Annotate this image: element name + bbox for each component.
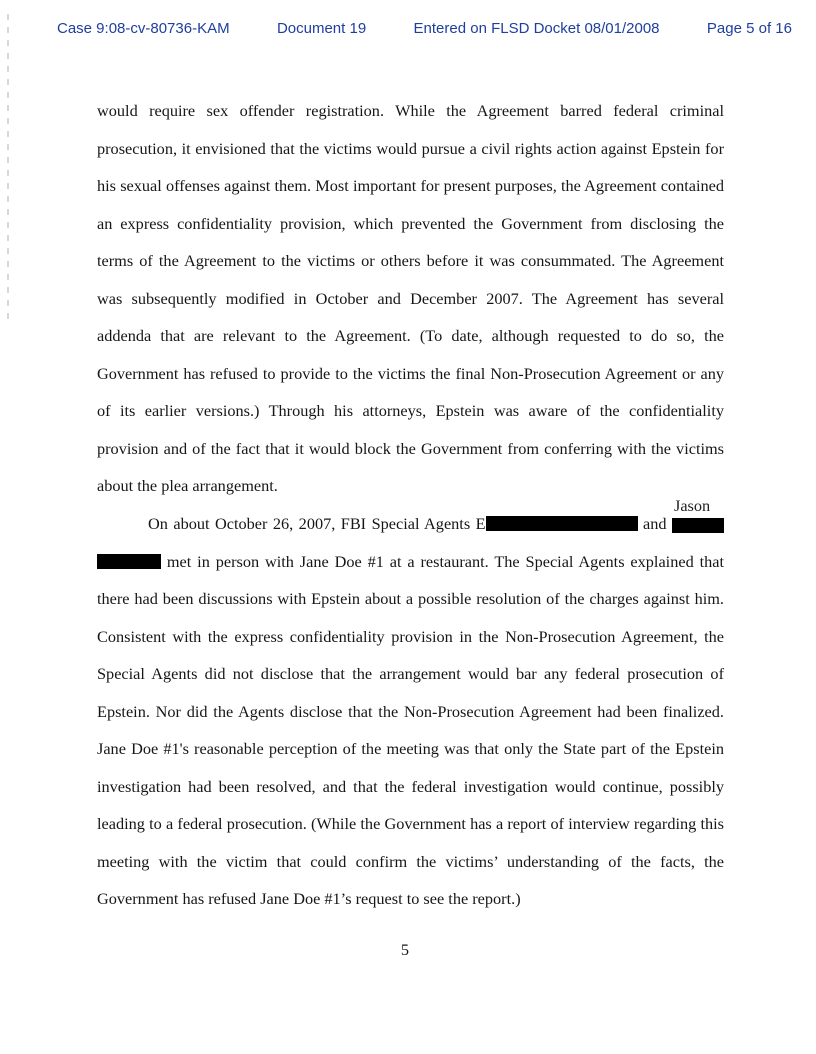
page-number: 5	[400, 940, 410, 959]
document-number: Document 19	[276, 20, 367, 37]
redaction-bar	[672, 496, 724, 531]
redaction-partial-text: Jason	[674, 496, 711, 516]
page-indicator: Page 5 of 16	[706, 20, 792, 37]
page-footer	[0, 940, 810, 960]
redaction-bar	[486, 516, 638, 531]
text-segment: and	[637, 514, 672, 534]
redaction-bar	[97, 554, 161, 569]
scan-artifact	[7, 14, 9, 324]
docket-entry-date: Entered on FLSD Docket 08/01/2008	[413, 20, 660, 37]
text-segment: met in person with Jane Doe #1 at a restaurant. The Special Agents explained that there had been discussions with Epstein about a possible resolution of the charges against him. Consistent with the express confidentiality provision in the Non-Prosecution Agreement, the Special Agents did not disclose that the arrangement would bar any federal prosecution of Epstein. Nor did the Agents disclose that the Non-Prosecution Agreement had been finalized. Jane Doe #1's reasonable perception of the meeting was that only the State part of the Epstein investigation had been resolved, and that the federal investigation would continue, possibly leading to a federal prosecution. (While the Government has a report of interview regarding this meeting with the victim that could confirm the victims’ understanding of the facts, the Government has refused Jane Doe #1’s request to see the report.)	[97, 551, 724, 909]
paragraph-1: would require sex offender registration. While the Agreement barred federal criminal prosecution, it envisioned that the victims would pursue a civil rights action against Epstein for his sexual offenses against them. Most important for present purposes, the Agreement contained an express confidentiality provision, which prevented the Government from disclosing the terms of the Agreement to the victims or others before it was consummated. The Agreement was subsequently modified in October and December 2007. The Agreement has several addenda that are relevant to the Agreement. (To date, although requested to do so, the Government has refused to provide to the victims the final Non-Prosecution Agreement or any of its earlier versions.) Through his attorneys, Epstein was aware of the confidentiality provision and of the fact that it would block the Government from conferring with the victims about the plea arrangement.	[97, 101, 724, 496]
document-body	[97, 92, 724, 918]
paragraph-2	[97, 496, 724, 918]
text-segment: On about October 26, 2007, FBI Special Agents E	[148, 514, 486, 534]
docket-header	[0, 20, 816, 37]
case-number: Case 9:08-cv-80736-KAM	[57, 20, 230, 37]
redaction-cover	[672, 518, 724, 533]
